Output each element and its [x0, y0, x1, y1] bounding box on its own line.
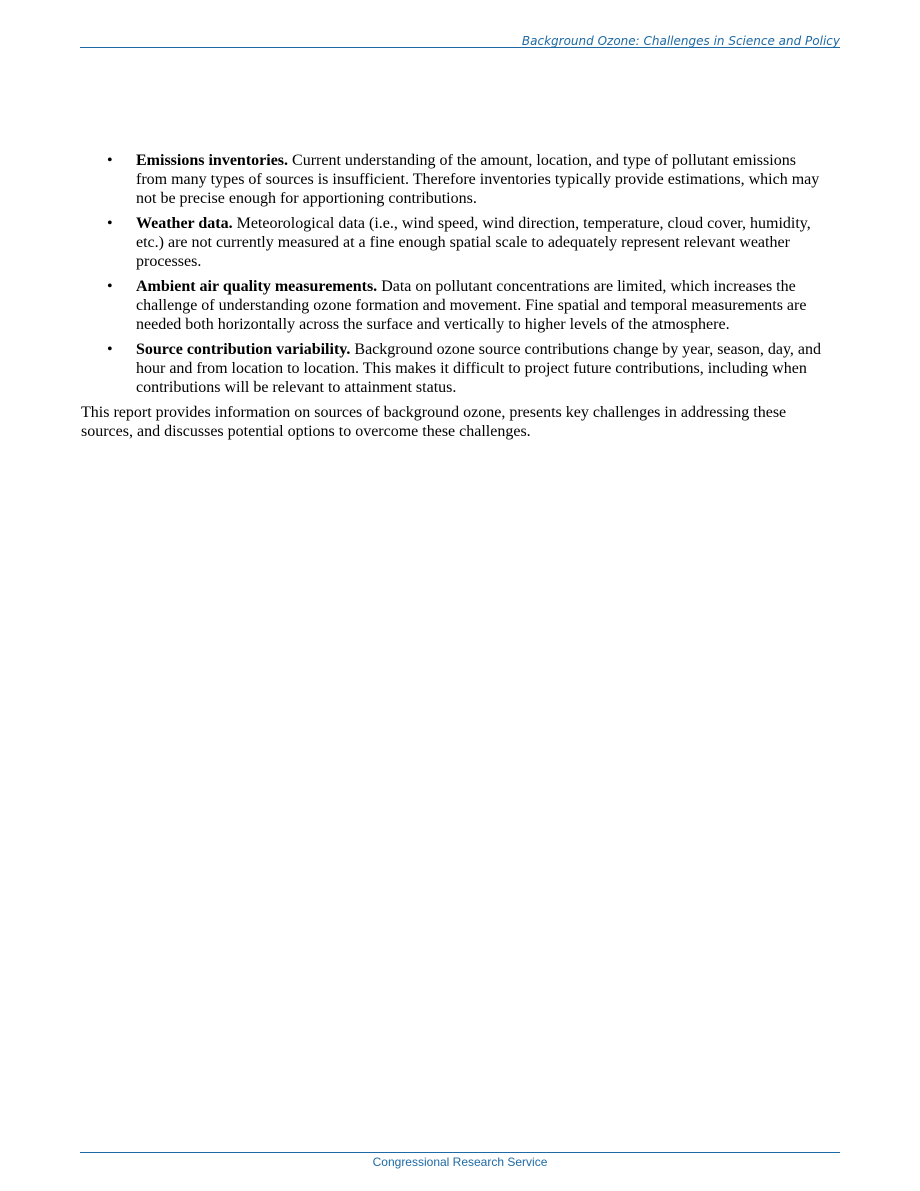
bullet-icon: • — [107, 215, 113, 232]
bullet-icon: • — [107, 152, 113, 169]
list-item-text: Current understanding of the amount, location, and type of pollutant emissions from many types of sources is insufficient. Therefore inventories typically provide estimations, which may not be precise enough for apportioning contributions. — [136, 152, 820, 207]
challenges-list — [81, 151, 821, 397]
list-item-text: Meteorological data (i.e., wind speed, wind direction, temperature, cloud cover, humidity, etc.) are not currently measured at a fine enough spatial scale to adequately represent relevant weather processes. — [136, 215, 811, 270]
bullet-icon: • — [107, 278, 113, 295]
page-header — [80, 32, 840, 48]
list-item-term: Ambient air quality measurements. — [136, 278, 378, 295]
list-item — [81, 277, 821, 334]
bullet-icon: • — [107, 341, 113, 358]
list-item-term: Emissions inventories. — [136, 152, 289, 169]
list-item-term: Source contribution variability. — [136, 341, 351, 358]
footer-source: Congressional Research Service — [372, 1155, 548, 1169]
list-item-text: Background ozone source contributions change by year, season, day, and hour and from location to location. This makes it difficult to project future contributions, including when contributions will be relevant to attainment status. — [136, 341, 822, 396]
list-item — [81, 340, 821, 397]
list-item-text: Data on pollutant concentrations are limited, which increases the challenge of understanding ozone formation and movement. Fine spatial and temporal measurements are needed both horizontally across the surface and vertically to higher levels of the atmosphere. — [136, 278, 807, 333]
summary-paragraph: This report provides information on sources of background ozone, presents key challenges in addressing these sources, and discusses potential options to overcome these challenges. — [81, 404, 787, 440]
page-content — [81, 151, 821, 441]
running-header-title: Background Ozone: Challenges in Science and Policy — [521, 34, 840, 48]
list-item — [81, 151, 821, 208]
page-footer — [80, 1152, 840, 1171]
list-item — [81, 214, 821, 271]
list-item-term: Weather data. — [136, 215, 233, 232]
